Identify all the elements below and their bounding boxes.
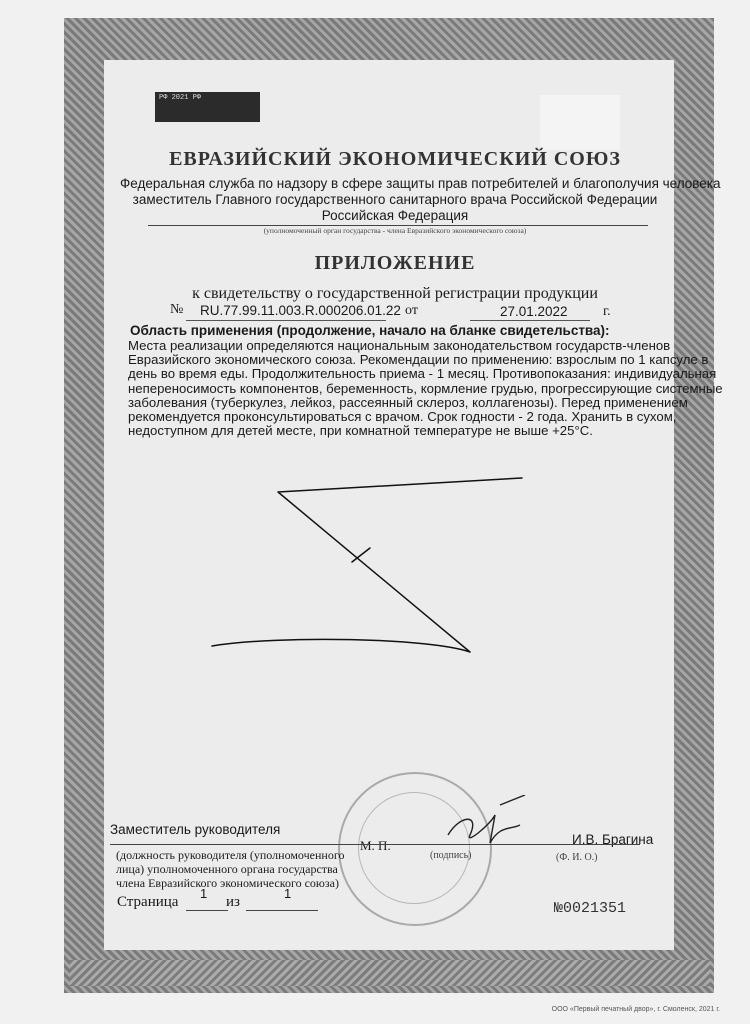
position-caption-3: члена Евразийского экономического союза) — [116, 876, 339, 890]
security-strip: РФ 2021 РФ — [155, 92, 260, 122]
signature-line — [110, 844, 640, 845]
certificate-number: RU.77.99.11.003.R.000206.01.22 — [200, 303, 401, 318]
position-caption-2: лица) уполномоченного органа государства — [116, 862, 338, 876]
scope-line: недоступном для детей месте, при комнатной температуре не выше +25°С. — [128, 423, 593, 439]
z-cancellation-mark — [200, 470, 540, 670]
appendix-title: ПРИЛОЖЕНИЕ — [314, 252, 476, 274]
agency-line-2: заместитель Главного государственного санитарного врача Российской Федерации — [132, 192, 658, 207]
from-label: от — [405, 303, 418, 318]
authority-caption: (уполномоченный орган государства - члена Евразийского экономического союза) — [263, 226, 527, 235]
page-label: Страница — [117, 894, 179, 910]
signatory-name: И.В. Брагина — [572, 832, 654, 847]
page-total-underline — [246, 910, 318, 911]
union-title: ЕВРАЗИЙСКИЙ ЭКОНОМИЧЕСКИЙ СОЮЗ — [169, 148, 621, 170]
scope-title: Область применения (продолжение, начало на бланке свидетельства): — [130, 323, 610, 338]
agency-line-1: Федеральная служба по надзору в сфере защиты прав потребителей и благополучия человека — [120, 176, 721, 191]
number-sign: № — [170, 302, 184, 317]
agency-line-3: Российская Федерация — [321, 208, 469, 223]
scope-line: рекомендуется проконсультироваться с врачом. Срок годности - 2 года. Хранить в сухом, — [128, 409, 677, 425]
scope-text — [128, 338, 723, 439]
scope-line: Евразийского экономического союза. Рекомендации по применению: взрослым по 1 капсуле в — [128, 352, 709, 368]
year-suffix: г. — [603, 304, 611, 319]
scope-line: непереносимость компонентов, беременность, кормление грудью, прогрессирующие системные — [128, 380, 723, 396]
stamp-place-label: М. П. — [360, 838, 391, 853]
date-underline — [470, 320, 590, 321]
bottom-guilloche-band — [70, 960, 710, 986]
page-number: 1 — [200, 886, 208, 901]
certificate-date: 27.01.2022 — [500, 304, 568, 319]
position-caption-1: (должность руководителя (уполномоченного — [116, 848, 345, 862]
page-number-underline — [186, 910, 228, 911]
handwritten-signature — [440, 795, 530, 855]
serial-number: №0021351 — [554, 900, 627, 917]
signature-caption: (подпись) — [430, 850, 472, 861]
page-total: 1 — [284, 886, 292, 901]
number-underline — [186, 320, 386, 321]
appendix-subtitle: к свидетельству о государственной регистрации продукции — [192, 285, 598, 302]
scope-line: Места реализации определяются национальным законодательством государств-членов — [128, 338, 671, 353]
scope-line: день во время еды. Продолжительность приема - 1 месяц. Противопоказания: индивидуальная — [128, 366, 717, 382]
of-label: из — [226, 894, 240, 910]
scope-line: заболевания (туберкулез, лейкоз, рассеянный склероз, коллагенозы). Перед применением — [128, 394, 688, 410]
printer-imprint: ООО «Первый печатный двор», г. Смоленск, 2021 г. — [551, 1006, 720, 1013]
deputy-label: Заместитель руководителя — [110, 822, 281, 837]
fio-caption: (Ф. И. О.) — [556, 852, 598, 863]
blank-area — [540, 95, 620, 150]
